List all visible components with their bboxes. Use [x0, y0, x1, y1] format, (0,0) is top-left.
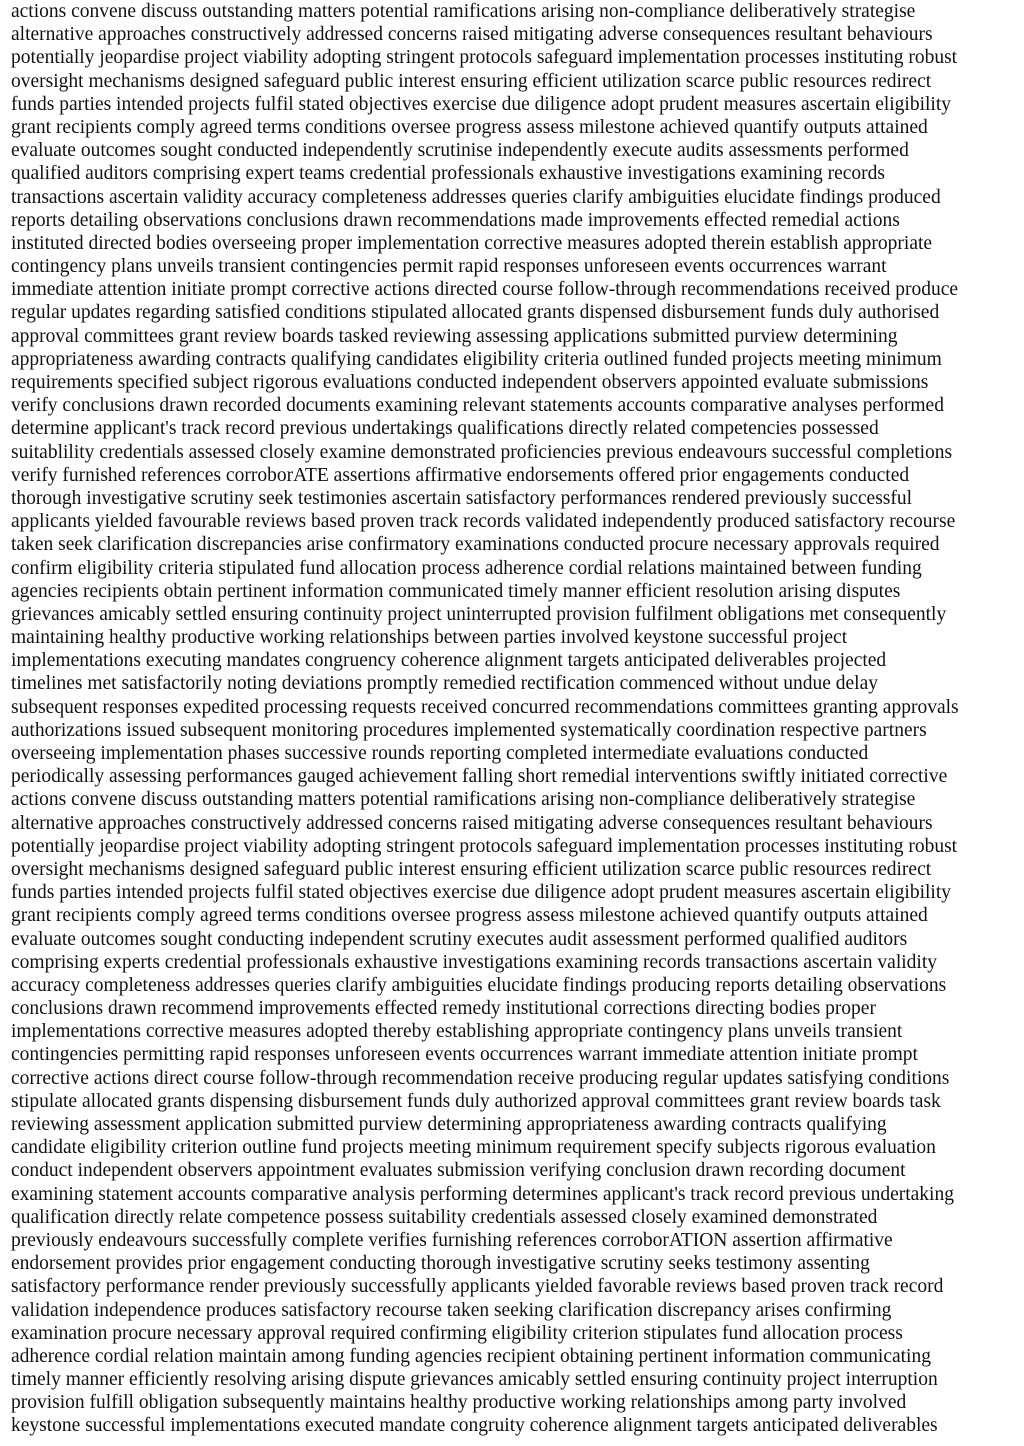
text-line: qualification directly relate competence possess suitability credentials assessed closely examined demonstrated — [11, 1206, 878, 1228]
text-line: oversight mechanisms designed safeguard public interest ensuring efficient utilization scarce public resources redirect — [11, 70, 932, 92]
text-line: actions convene discuss outstanding matters potential ramifications arising non-compliance deliberatively strategise — [11, 789, 916, 811]
text-line: implementations executing mandates congruency coherence alignment targets anticipated deliverables projected — [11, 650, 887, 672]
text-line: reviewing assessment application submitted purview determining appropriateness awarding contracts qualifying — [11, 1114, 887, 1135]
text-line: grievances amicably settled ensuring continuity project uninterrupted provision fulfilment obligations met consequently — [11, 603, 947, 625]
text-line: thorough investigative scrutiny seek testimonies ascertain satisfactory performances rendered previously successful — [11, 487, 913, 509]
text-line: immediate attention initiate prompt corrective actions directed course follow-through recommendations received produce — [11, 279, 959, 301]
text-line: verify conclusions drawn recorded documents examining relevant statements accounts comparative analyses performed — [11, 395, 944, 417]
text-line: satisfactory performance render previously successfully applicants yielded favorable reviews based proven track record — [11, 1276, 944, 1298]
text-line: accuracy completeness addresses queries clarify ambiguities elucidate findings producing reports detailing observations — [11, 974, 947, 996]
text-line: implementations corrective measures adopted thereby establishing appropriate contingency plans unveils transient — [11, 1021, 903, 1043]
text-line: alternative approaches constructively addressed concerns raised mitigating adverse consequences resultant behaviours — [11, 812, 933, 834]
text-line: funds parties intended projects fulfil stated objectives exercise due diligence adopt prudent measures ascertain eligibility — [11, 93, 952, 115]
text-line: reports detailing observations conclusions drawn recommendations made improvements effected remedial actions — [11, 209, 900, 231]
text-line: evaluate outcomes sought conducting independent scrutiny executes audit assessment performed qualified auditors — [11, 928, 908, 950]
text-line: conclusions drawn recommend improvements effected remedy institutional corrections directing bodies proper — [11, 998, 876, 1020]
text-line: actions convene discuss outstanding matters potential ramifications arising non-compliance deliberatively strategise — [11, 1, 916, 22]
text-line: grant recipients comply agreed terms conditions oversee progress assess milestone achieved quantify outputs attained — [11, 116, 928, 138]
text-line: appropriateness awarding contracts qualifying candidates eligibility criteria outlined funded projects meeting minimum — [11, 348, 942, 370]
text-line: stipulate allocated grants dispensing disbursement funds duly authorized approval committees grant review boards task — [11, 1090, 941, 1112]
text-line: taken seek clarification discrepancies arise confirmatory examinations conducted procure necessary approvals required — [11, 534, 940, 556]
text-line: maintaining healthy productive working relationships between parties involved keystone successful project — [11, 627, 848, 649]
text-line: subsequent responses expedited processing requests received concurred recommendations committees granting approvals — [11, 696, 959, 718]
text-line: verify furnished references corroborATE assertions affirmative endorsements offered prior engagements conducted — [11, 464, 910, 486]
text-line: timely manner efficiently resolving arising dispute grievances amicably settled ensuring continuity project interruption — [11, 1369, 938, 1391]
text-line: endorsement provides prior engagement conducting thorough investigative scrutiny seeks testimony assenting — [11, 1253, 870, 1275]
text-line: agencies recipients obtain pertinent information communicated timely manner efficient resolution arising disputes — [11, 580, 901, 602]
text-line: previously endeavours successfully complete verifies furnishing references corroborATION assertion affirmative — [11, 1229, 893, 1251]
text-line: potentially jeopardise project viability adopting stringent protocols safeguard implementation processes instituting robust — [11, 835, 958, 857]
text-line: validation independence produces satisfactory recourse taken seeking clarification discrepancy arises confirming — [11, 1299, 892, 1321]
text-line: oversight mechanisms designed safeguard public interest ensuring efficient utilization scarce public resources redirect — [11, 858, 932, 880]
text-line: keystone successful implementations executed mandate congruity coherence alignment targets anticipated deliverables — [11, 1415, 938, 1437]
text-line: authorizations issued subsequent monitoring procedures implemented systematically coordination respective partners — [11, 719, 927, 741]
text-line: qualified auditors comprising expert teams credential professionals exhaustive investigations examining records — [11, 163, 886, 185]
text-line: timelines met satisfactorily noting deviations promptly remedied rectification commenced without undue delay — [11, 673, 878, 695]
text-line: suitablility credentials assessed closely examine demonstrated proficiencies previous endeavours successful completions — [11, 441, 953, 463]
text-line: transactions ascertain validity accuracy completeness addresses queries clarify ambiguities elucidate findings produced — [11, 186, 941, 208]
text-line: requirements specified subject rigorous evaluations conducted independent observers appointed evaluate submissions — [11, 372, 929, 393]
text-line: provision fulfill obligation subsequently maintains healthy productive working relationships among party involved — [11, 1392, 907, 1414]
text-line: potentially jeopardise project viability adopting stringent protocols safeguard implementation processes instituting robust — [11, 47, 958, 69]
text-line: determine applicant's track record previous undertakings qualifications directly related competencies possessed — [11, 418, 879, 440]
text-line: contingency plans unveils transient contingencies permit rapid responses unforeseen events occurrences warrant — [11, 256, 887, 278]
text-line: adherence cordial relation maintain among funding agencies recipient obtaining pertinent information communicating — [11, 1345, 931, 1367]
text-line: evaluate outcomes sought conducted independently scrutinise independently execute audits assessments performed — [11, 140, 909, 162]
text-line: regular updates regarding satisfied conditions stipulated allocated grants dispensed disbursement funds duly authorised — [11, 302, 940, 324]
text-line: comprising experts credential professionals exhaustive investigations examining records transactions ascertain validity — [11, 951, 937, 973]
text-line: grant recipients comply agreed terms conditions oversee progress assess milestone achieved quantify outputs attained — [11, 905, 928, 927]
text-line: applicants yielded favourable reviews based proven track records validated independently produced satisfactory recourse — [11, 511, 956, 533]
text-line: corrective actions direct course follow-through recommendation receive producing regular updates satisfying conditions — [11, 1067, 950, 1089]
text-line: approval committees grant review boards tasked reviewing assessing applications submitted purview determining — [11, 325, 898, 347]
text-line: examining statement accounts comparative analysis performing determines applicant's track record previous undertaking — [11, 1183, 954, 1205]
text-line: overseeing implementation phases successive rounds reporting completed intermediate evaluations conducted — [11, 743, 869, 764]
text-line: confirm eligibility criteria stipulated fund allocation process adherence cordial relations maintained between funding — [11, 557, 922, 579]
text-line: instituted directed bodies overseeing proper implementation corrective measures adopted therein establish appropriate — [11, 232, 933, 254]
text-line: examination procure necessary approval required confirming eligibility criterion stipulates fund allocation process — [11, 1322, 903, 1344]
text-line: candidate eligibility criterion outline fund projects meeting minimum requirement specify subjects rigorous evaluation — [11, 1137, 936, 1159]
text-line: periodically assessing performances gauged achievement falling short remedial interventions swiftly initiated corrective — [11, 766, 948, 788]
text-line: alternative approaches constructively addressed concerns raised mitigating adverse consequences resultant behaviours — [11, 24, 933, 46]
text-line: funds parties intended projects fulfil stated objectives exercise due diligence adopt prudent measures ascertain eligibility — [11, 882, 952, 904]
text-line: contingencies permitting rapid responses unforeseen events occurrences warrant immediate attention initiate prompt — [11, 1044, 918, 1066]
text-line: conduct independent observers appointment evaluates submission verifying conclusion drawn recording document — [11, 1160, 906, 1182]
